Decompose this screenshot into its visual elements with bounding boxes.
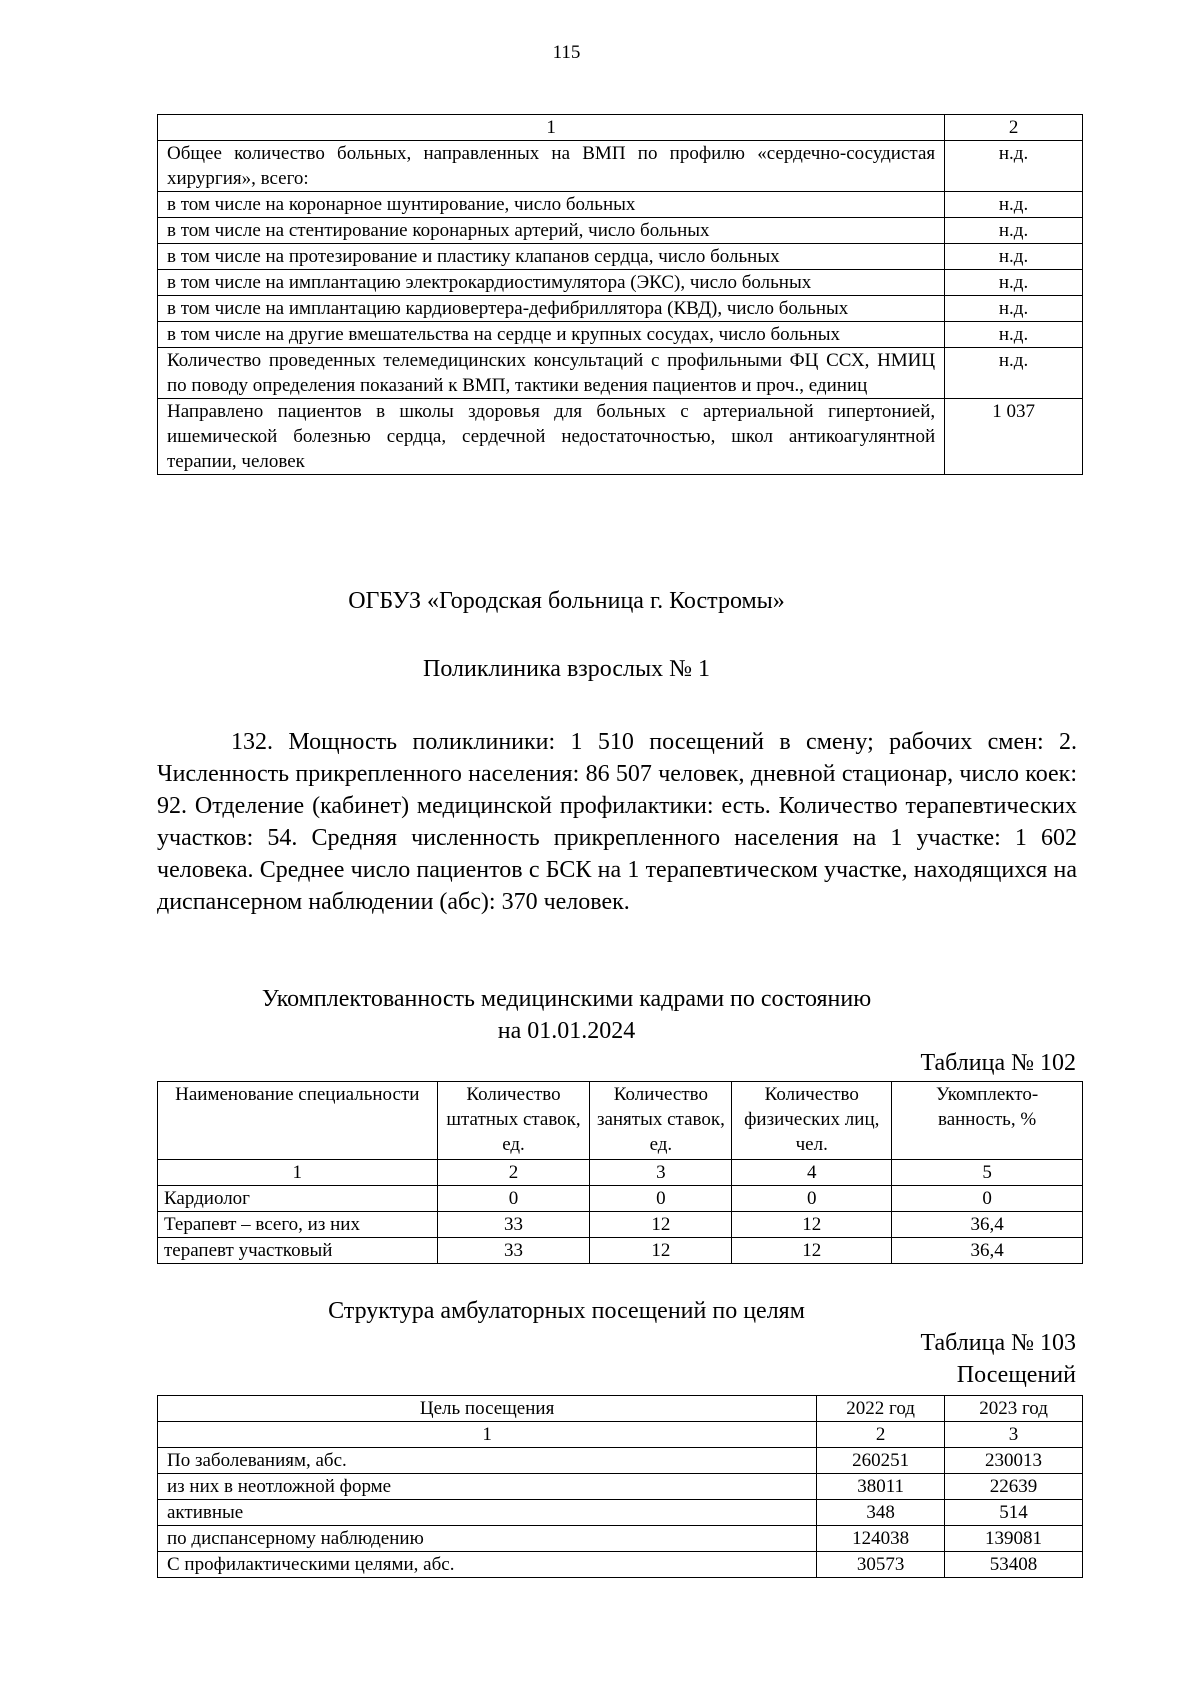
row-value: н.д. [945,270,1083,296]
table-row [158,1552,1083,1578]
page-number: 115 [552,42,581,63]
header-cell: Наименование специальности [158,1082,438,1160]
table-row [158,348,1083,399]
table-row [158,296,1083,322]
row-value: н.д. [945,322,1083,348]
table-row [158,1500,1083,1526]
clinic-description: 132. Мощность поликлиники: 1 510 посещений в смену; рабочих смен: 2. Численность прикрепленного населения: 86 507 человек, дневной стационар, число коек: 92. Отделение (кабинет) медицинской профилактики: есть. Количество терапевтических участков: 54. Средняя численность прикрепленного населения на 1 участке: 1 602 человека. Среднее число пациентов с БСК на 1 терапевтическом участке, находящихся на диспансерном наблюдении (абс): 370 человек. [157,729,1077,915]
table-row [158,141,1083,192]
cell: 33 [437,1238,590,1264]
cell: 230013 [945,1448,1083,1474]
cell: 0 [590,1186,732,1212]
cell: 38011 [817,1474,945,1500]
cell: 139081 [945,1526,1083,1552]
cell: 0 [732,1186,892,1212]
cell: 22639 [945,1474,1083,1500]
row-value: н.д. [945,218,1083,244]
row-label: Направлено пациентов в школы здоровья для больных с артериальной гипертонией, ишемической болезнью сердца, сердечной недостаточностью, школ антикоагулянтной терапии, человек [158,399,945,475]
cell: 260251 [817,1448,945,1474]
cell: 12 [732,1212,892,1238]
staffing-title-line2: на 01.01.2024 [497,1018,636,1044]
table-unit: Посещений [956,1362,1076,1388]
cell: 348 [817,1500,945,1526]
row-label: Общее количество больных, направленных на ВМП по профилю «сердечно-сосудистая хирургия», всего: [158,141,945,192]
cell: 0 [437,1186,590,1212]
table-row [158,192,1083,218]
cell: 12 [590,1212,732,1238]
row-label: в том числе на другие вмешательства на сердце и крупных сосудах, число больных [158,322,945,348]
row-label: Количество проведенных телемедицинских консультаций с профильными ФЦ ССХ, НМИЦ по поводу определения показаний к ВМП, тактики ведения пациентов и проч., единиц [158,348,945,399]
header-cell: Количество занятых ставок, ед. [590,1082,732,1160]
column-number: 3 [945,1422,1083,1448]
table-row [158,1212,1083,1238]
header-cell: 2023 год [945,1396,1083,1422]
table-row [158,1186,1083,1212]
table-row [158,399,1083,475]
table-row [158,1526,1083,1552]
table-row [158,218,1083,244]
column-number-row [158,1160,1083,1186]
table-header-row [158,115,1083,141]
column-number: 1 [158,115,945,141]
cell: 33 [437,1212,590,1238]
header-cell: 2022 год [817,1396,945,1422]
column-number: 2 [945,115,1083,141]
cell: 514 [945,1500,1083,1526]
cell: из них в неотложной форме [158,1474,817,1500]
row-value: н.д. [945,296,1083,322]
cell: терапевт участковый [158,1238,438,1264]
row-label: в том числе на стентирование коронарных артерий, число больных [158,218,945,244]
table-label-102: Таблица № 102 [920,1050,1076,1076]
cell: 36,4 [892,1212,1083,1238]
table-row [158,270,1083,296]
visits-table [157,1395,1083,1578]
table-row [158,322,1083,348]
clinic-title: Поликлиника взрослых № 1 [422,656,710,682]
row-value: н.д. [945,192,1083,218]
row-value: 1 037 [945,399,1083,475]
header-cell: Количество физических лиц, чел. [732,1082,892,1160]
org-title: ОГБУЗ «Городская больница г. Костромы» [348,588,785,614]
row-label: в том числе на имплантацию электрокардиостимулятора (ЭКС), число больных [158,270,945,296]
cell: 0 [892,1186,1083,1212]
table-header-row [158,1082,1083,1160]
header-cell: Цель посещения [158,1396,817,1422]
cell: 53408 [945,1552,1083,1578]
cell: по диспансерному наблюдению [158,1526,817,1552]
header-cell: Укомплекто-ванность, % [892,1082,1083,1160]
column-number: 1 [158,1422,817,1448]
cell: 124038 [817,1526,945,1552]
row-label: в том числе на коронарное шунтирование, число больных [158,192,945,218]
table-label-103: Таблица № 103 [920,1330,1076,1356]
cell: 30573 [817,1552,945,1578]
cell: Кардиолог [158,1186,438,1212]
column-number: 5 [892,1160,1083,1186]
cell: 36,4 [892,1238,1083,1264]
row-value: н.д. [945,141,1083,192]
row-value: н.д. [945,348,1083,399]
row-value: н.д. [945,244,1083,270]
column-number-row [158,1422,1083,1448]
column-number: 1 [158,1160,438,1186]
cell: С профилактическими целями, абс. [158,1552,817,1578]
cell: Терапевт – всего, из них [158,1212,438,1238]
staffing-table [157,1081,1083,1264]
column-number: 4 [732,1160,892,1186]
vmp-table [157,114,1083,475]
column-number: 2 [437,1160,590,1186]
table-header-row [158,1396,1083,1422]
cell: активные [158,1500,817,1526]
staffing-title-line1: Укомплектованность медицинскими кадрами по состоянию [261,986,872,1012]
column-number: 2 [817,1422,945,1448]
column-number: 3 [590,1160,732,1186]
cell: 12 [590,1238,732,1264]
visits-title: Структура амбулаторных посещений по целям [328,1298,805,1324]
table-row [158,1474,1083,1500]
table-row [158,244,1083,270]
row-label: в том числе на имплантацию кардиовертера-дефибриллятора (КВД), число больных [158,296,945,322]
header-cell: Количество штатных ставок, ед. [437,1082,590,1160]
row-label: в том числе на протезирование и пластику клапанов сердца, число больных [158,244,945,270]
table-row [158,1238,1083,1264]
cell: По заболеваниям, абс. [158,1448,817,1474]
table-row [158,1448,1083,1474]
cell: 12 [732,1238,892,1264]
